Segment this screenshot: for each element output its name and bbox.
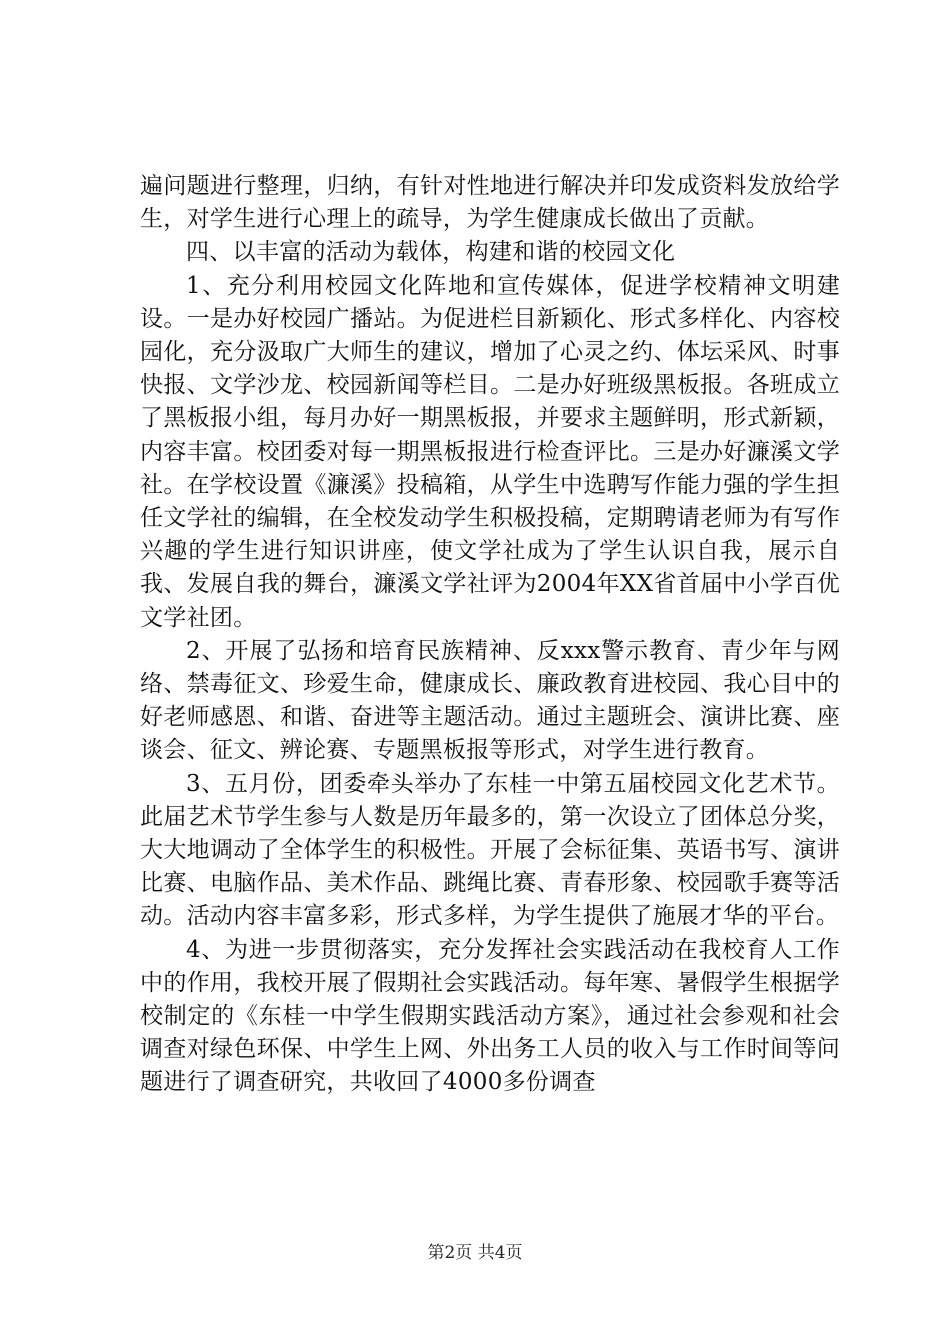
- page-footer: 第2页 共4页: [427, 1243, 523, 1263]
- paragraph-item-4: 4、为进一步贯彻落实，充分发挥社会实践活动在我校育人工作中的作用，我校开展了假期社会实践活动。每年寒、暑假学生根据学校制定的《东桂一中学生假期实践活动方案》，通过社会参观和社会调查对绿色环保、中学生上网、外出务工人员的收入与工作时间等问题进行了调查研究，共收回了4000多份调查: [140, 936, 840, 1096]
- paragraph-item-3: 3、五月份，团委牵头举办了东桂一中第五届校园文化艺术节。此届艺术节学生参与人数是历年最多的，第一次设立了团体总分奖，大大地调动了全体学生的积极性。开展了会标征集、英语书写、演讲比赛、电脑作品、美术作品、跳绳比赛、青春形象、校园歌手赛等活动。活动内容丰富多彩，形式多样，为学生提供了施展才华的平台。: [140, 770, 840, 930]
- paragraph-item-1: 1、充分利用校园文化阵地和宣传媒体，促进学校精神文明建设。一是办好校园广播站。为促进栏目新颖化、形式多样化、内容校园化，充分汲取广大师生的建议，增加了心灵之约、体坛采风、时事快报、文学沙龙、校园新闻等栏目。二是办好班级黑板报。各班成立了黑板报小组，每月办好一期黑板报，并要求主题鲜明，形式新颖，内容丰富。校团委对每一期黑板报进行检查评比。三是办好濂溪文学社。在学校设置《濂溪》投稿箱，从学生中选聘写作能力强的学生担任文学社的编辑，在全校发动学生积极投稿，定期聘请老师为有写作兴趣的学生进行知识讲座，使文学社成为了学生认识自我，展示自我、发展自我的舞台，濂溪文学社评为2004年XX省首届中小学百优文学社团。: [140, 272, 840, 631]
- section-heading: 四、以丰富的活动为载体，构建和谐的校园文化: [186, 239, 676, 266]
- paragraph-continuation: 遍问题进行整理，归纳，有针对性地进行解决并印发成资料发放给学生，对学生进行心理上的疏导，为学生健康成长做出了贡献。: [140, 173, 840, 233]
- document-body: [140, 170, 840, 1100]
- paragraph-item-2: 2、开展了弘扬和培育民族精神、反xxx警示教育、青少年与网络、禁毒征文、珍爱生命，健康成长、廉政教育进校园、我心目中的好老师感恩、和谐、奋进等主题活动。通过主题班会、演讲比赛、座谈会、征文、辨论赛、专题黑板报等形式，对学生进行教育。: [140, 637, 840, 764]
